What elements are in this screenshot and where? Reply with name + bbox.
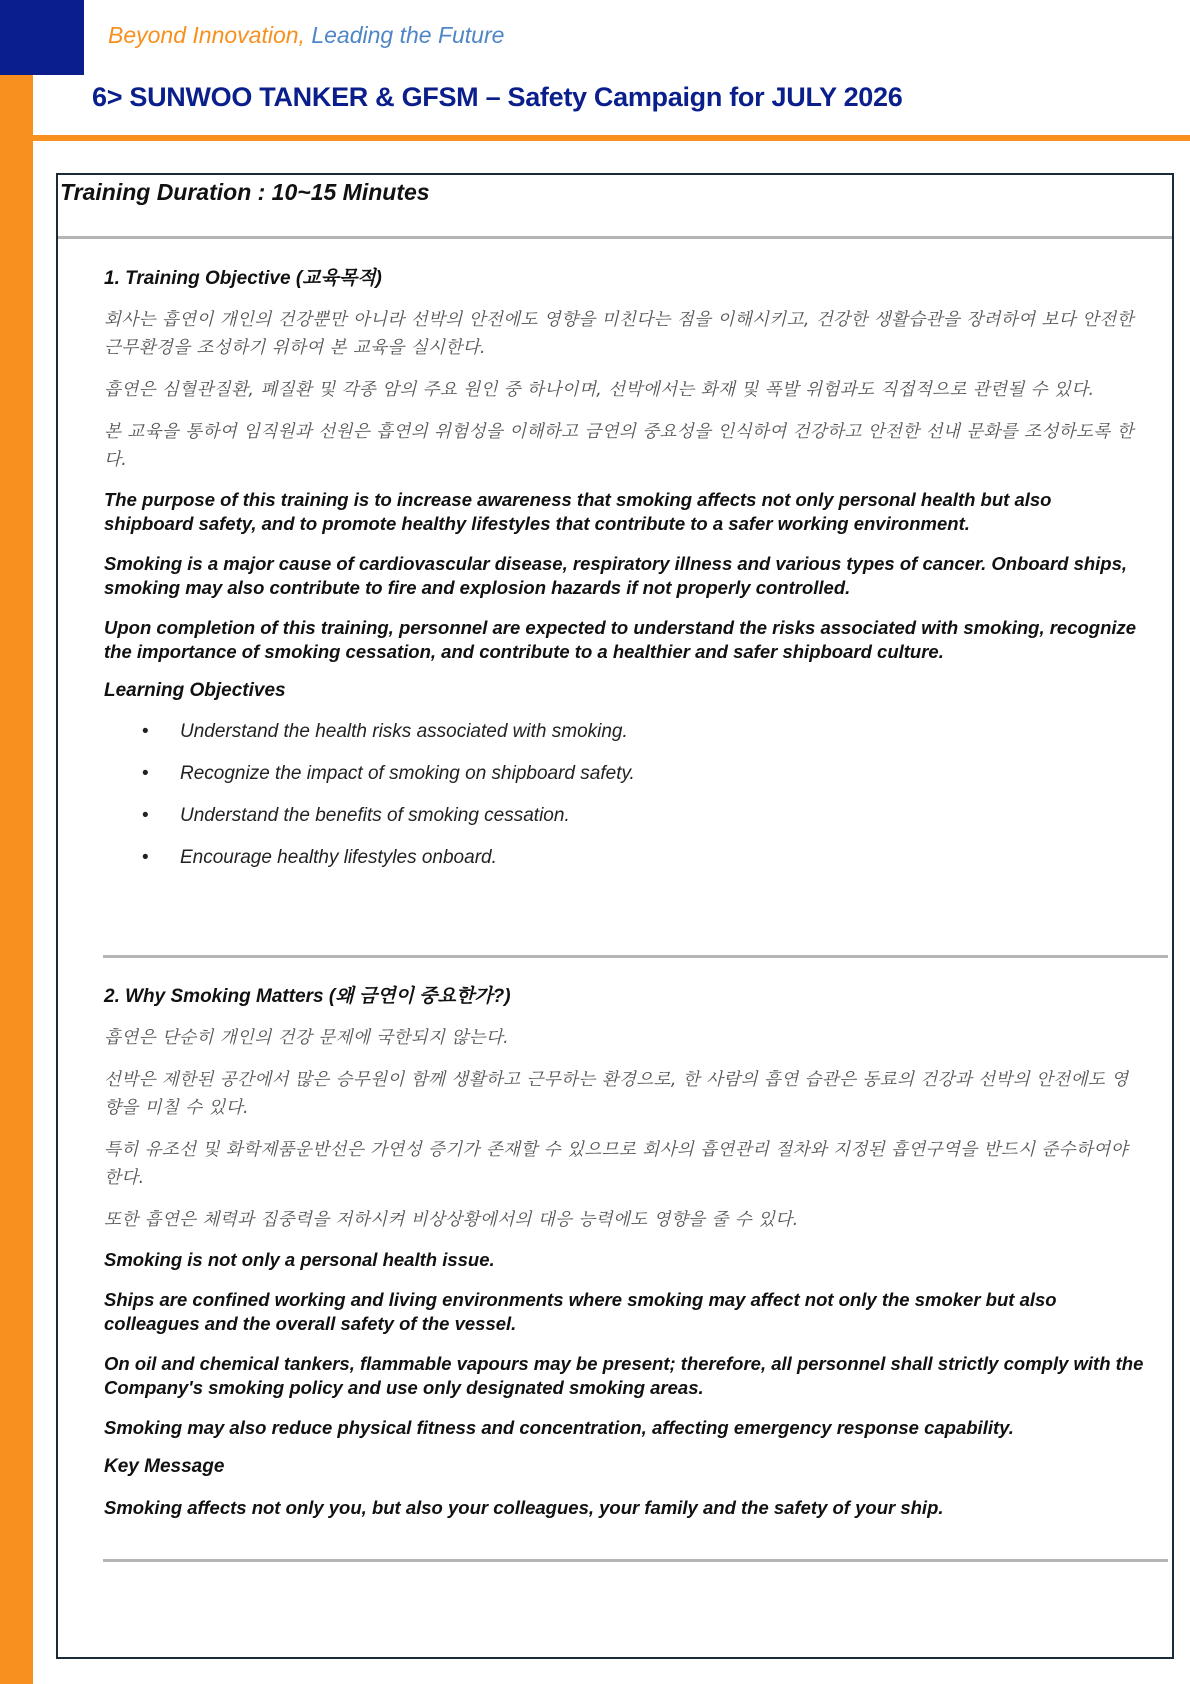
korean-paragraph: 흡연은 심혈관질환, 폐질환 및 각종 암의 주요 원인 중 하나이며, 선박에서는 화재 및 폭발 위험과도 직접적으로 관련될 수 있다. (104, 380, 1095, 400)
key-message: Smoking affects not only you, but also your colleagues, your family and the safety of your ship. (104, 1497, 944, 1518)
english-paragraph: Upon completion of this training, personnel are expected to understand the risks associated with smoking, recognize the importance of smoking cessation, and contribute to a healthier and safer shipboard culture. (104, 617, 1137, 662)
list-item (104, 762, 1144, 804)
english-paragraph: The purpose of this training is to increase awareness that smoking affects not only personal health but also shipboard safety, and to promote healthy lifestyles that contribute to a safer working environment. (104, 489, 1052, 534)
learning-objectives-list (104, 720, 1144, 888)
english-paragraph: Ships are confined working and living environments where smoking may affect not only the smoker but also colleagues and the overall safety of the vessel. (104, 1289, 1057, 1334)
section-1-heading: 1. Training Objective (교육목적) (104, 268, 382, 289)
section-training-objective (104, 263, 1144, 888)
bullet-icon: • (142, 721, 149, 742)
korean-paragraph: 회사는 흡연이 개인의 건강뿐만 아니라 선박의 안전에도 영향을 미친다는 점을 이해시키고, 건강한 생활습관을 장려하여 보다 안전한 근무환경을 조성하기 위하여 본 교육을 실시한다. (104, 310, 1134, 358)
objective-text: Recognize the impact of smoking on shipboard safety. (180, 763, 635, 784)
english-paragraph: On oil and chemical tankers, flammable vapours may be present; therefore, all personnel shall strictly comply with the Company's smoking policy and use only designated smoking areas. (104, 1353, 1144, 1398)
section-why-smoking-matters (104, 981, 1144, 1536)
orange-side-bar (0, 0, 33, 1684)
list-item (104, 720, 1144, 762)
navy-corner-block (0, 0, 84, 75)
tagline-part-1: Beyond Innovation, (108, 22, 305, 48)
korean-paragraph: 또한 흡연은 체력과 집중력을 저하시켜 비상상황에서의 대응 능력에도 영향을 줄 수 있다. (104, 1210, 799, 1230)
section-2-heading: 2. Why Smoking Matters (왜 금연이 중요한가?) (104, 986, 511, 1007)
divider-top (58, 236, 1172, 239)
korean-paragraph: 특히 유조선 및 화학제품운반선은 가연성 증기가 존재할 수 있으므로 회사의 흡연관리 절차와 지정된 흡연구역을 반드시 준수하여야 한다. (104, 1140, 1128, 1188)
korean-paragraph: 흡연은 단순히 개인의 건강 문제에 국한되지 않는다. (104, 1028, 510, 1048)
bullet-icon: • (142, 847, 149, 868)
english-paragraph: Smoking may also reduce physical fitness and concentration, affecting emergency response capability. (104, 1417, 1014, 1438)
english-paragraph: Smoking is not only a personal health issue. (104, 1249, 495, 1270)
key-message-title: Key Message (104, 1456, 225, 1477)
english-paragraph: Smoking is a major cause of cardiovascular disease, respiratory illness and various types of cancer. Onboard ships, smoking may also contribute to fire and explosion hazards if not properly controlled. (104, 553, 1128, 598)
training-duration: Training Duration : 10~15 Minutes (60, 179, 430, 205)
objective-text: Understand the benefits of smoking cessation. (180, 805, 570, 826)
tagline-part-2: Leading the Future (311, 22, 505, 48)
tagline (108, 22, 504, 49)
list-item (104, 804, 1144, 846)
divider-bottom (103, 1559, 1168, 1562)
objective-text: Encourage healthy lifestyles onboard. (180, 847, 497, 868)
learning-objectives-title: Learning Objectives (104, 680, 286, 701)
header-divider (33, 135, 1190, 141)
bullet-icon: • (142, 805, 149, 826)
list-item (104, 846, 1144, 888)
korean-paragraph: 본 교육을 통하여 임직원과 선원은 흡연의 위험성을 이해하고 금연의 중요성을 인식하여 건강하고 안전한 선내 문화를 조성하도록 한다. (104, 422, 1134, 470)
document-frame (56, 173, 1174, 1659)
objective-text: Understand the health risks associated with smoking. (180, 721, 628, 742)
korean-paragraph: 선박은 제한된 공간에서 많은 승무원이 함께 생활하고 근무하는 환경으로, 한 사람의 흡연 습관은 동료의 건강과 선박의 안전에도 영향을 미칠 수 있다. (104, 1070, 1129, 1118)
divider-middle (103, 955, 1168, 958)
bullet-icon: • (142, 763, 149, 784)
page-title: 6> SUNWOO TANKER & GFSM – Safety Campaign for JULY 2026 (92, 82, 903, 112)
